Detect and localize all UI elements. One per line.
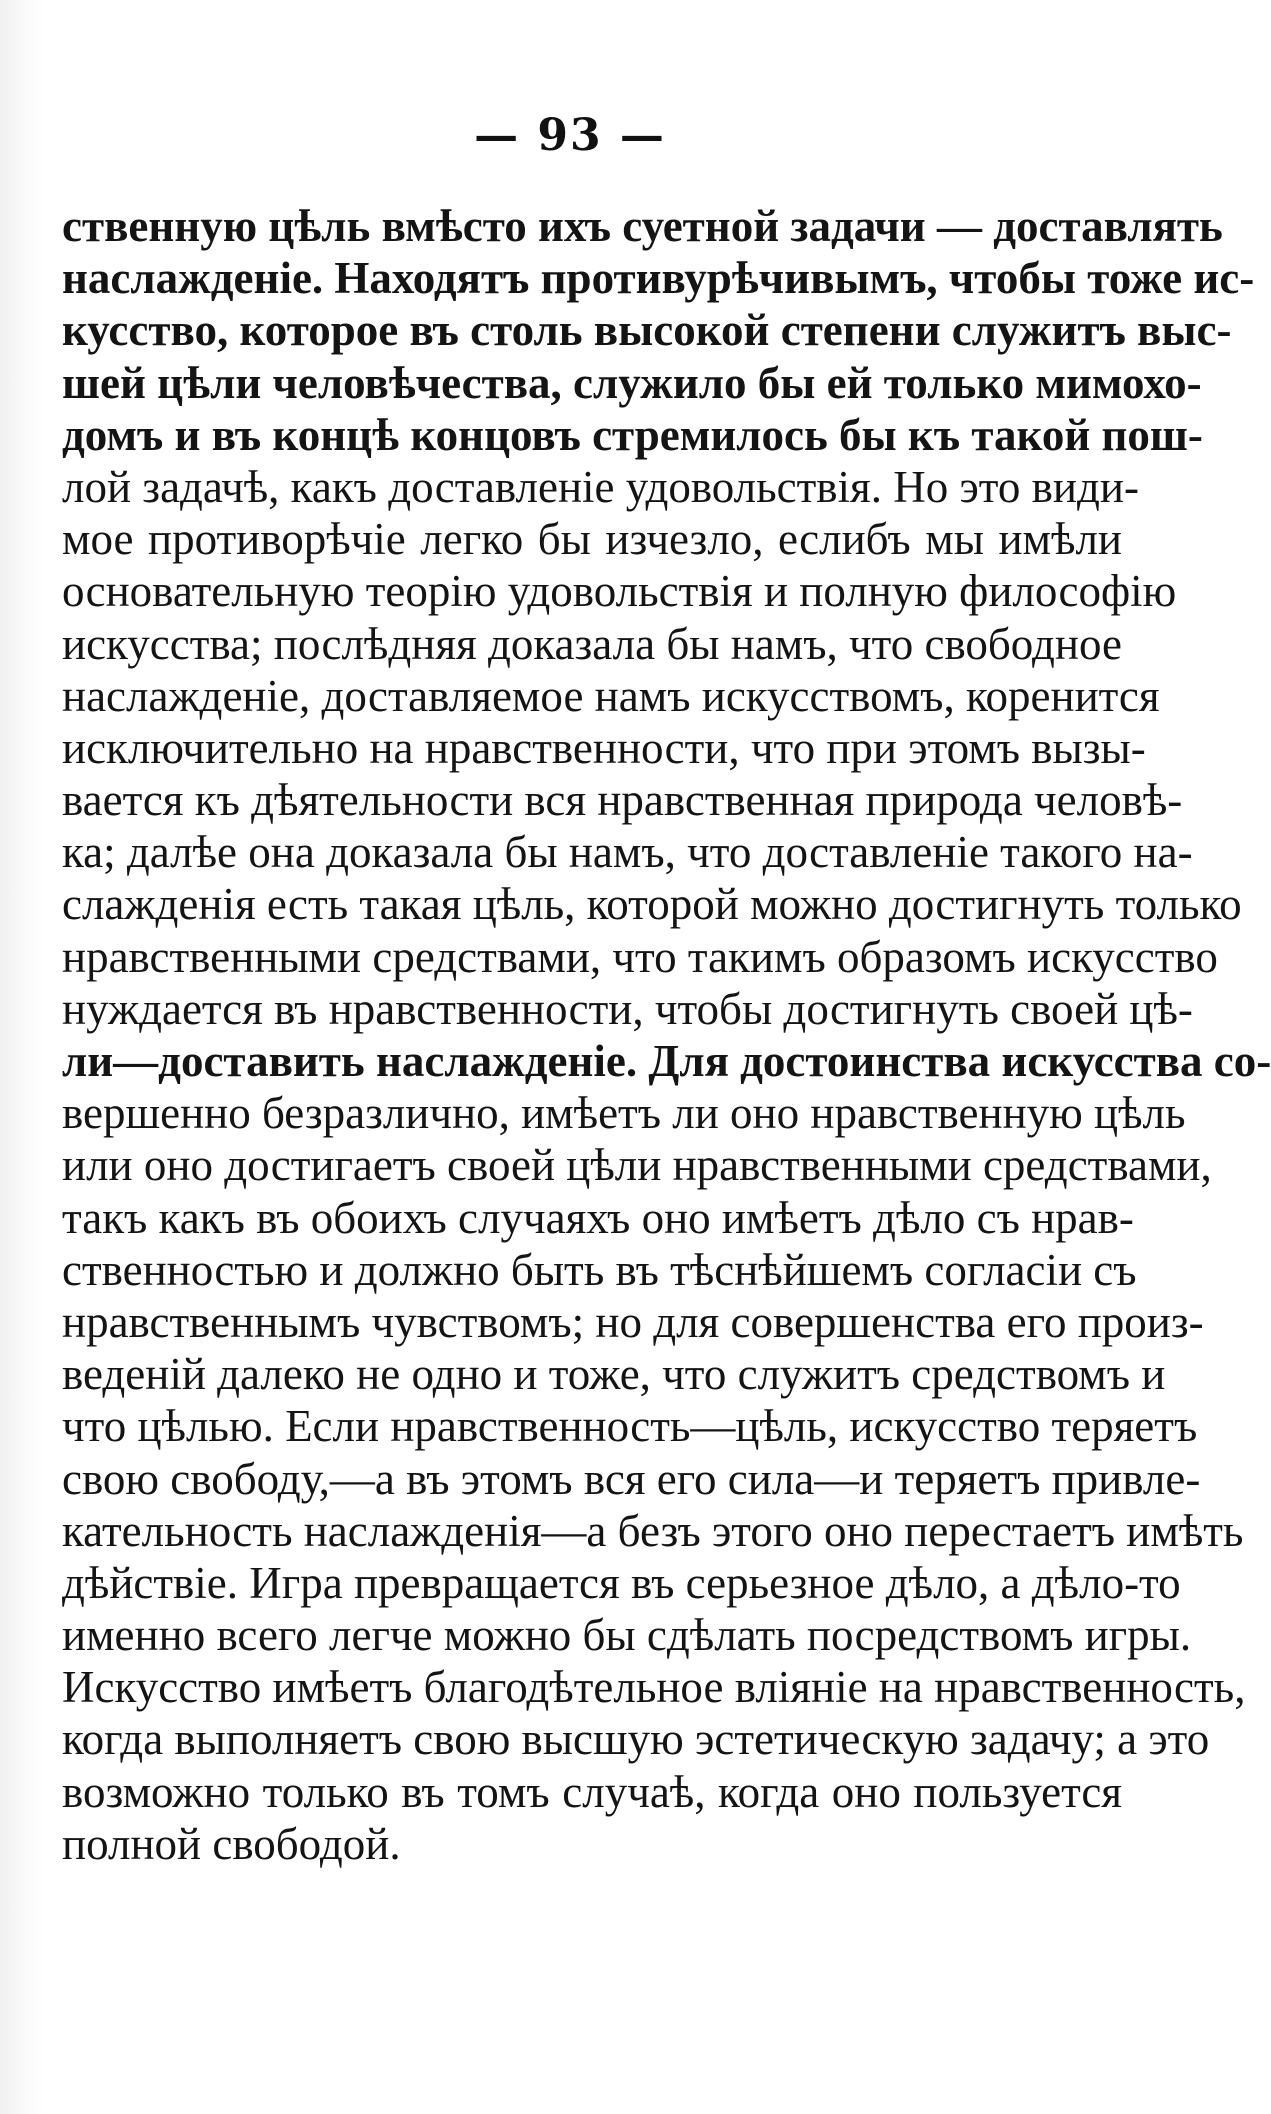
text-line: ственную цѣль вмѣсто ихъ суетной задачи — доставлять xyxy=(62,201,1223,251)
text-line: свою свободу,—а въ этомъ вся его сила—и теряетъ привле- xyxy=(62,1453,1201,1504)
text-line: домъ и въ концѣ концовъ стремилось бы къ такой пош- xyxy=(62,409,1203,460)
text-line: вается къ дѣятельности вся нравственная природа человѣ- xyxy=(62,775,1183,826)
body-text xyxy=(62,200,1271,1870)
text-line: искусства; послѣдняя доказала бы намъ, что свободное xyxy=(62,618,1122,669)
text-line: кусство, которое въ столь высокой степени служитъ выс- xyxy=(62,305,1232,356)
text-line: или оно достигаетъ своей цѣли нравственными средствами, xyxy=(62,1140,1212,1191)
text-line: Искусство имѣетъ благодѣтельное вліяніе на нравственность, xyxy=(62,1662,1246,1713)
text-line: полной свободой. xyxy=(62,1818,401,1869)
text-line: дѣйствіе. Игра превращается въ серьезное дѣло, а дѣло-то xyxy=(62,1557,1181,1608)
text-line: такъ какъ въ обоихъ случаяхъ оно имѣетъ дѣло съ нрав- xyxy=(62,1192,1134,1243)
text-line: шей цѣли человѣчества, служило бы ей только мимохо- xyxy=(62,357,1202,408)
text-line: когда выполняетъ свою высшую эстетическую задачу; а это xyxy=(62,1714,1210,1765)
page-number: — 93 — xyxy=(474,110,666,161)
text-line: ственностью и должно быть въ тѣснѣйшемъ согласіи съ xyxy=(62,1244,1137,1295)
text-line: нуждается въ нравственности, чтобы достигнуть своей цѣ- xyxy=(62,983,1193,1034)
text-line: веденій далеко не одно и тоже, что служитъ средствомъ и xyxy=(62,1349,1166,1400)
text-line: кательность наслажденія—а безъ этого оно перестаетъ имѣть xyxy=(62,1505,1244,1556)
text-line: возможно только въ томъ случаѣ, когда оно пользуется xyxy=(62,1766,1122,1817)
text-line: исключительно на нравственности, что при этомъ вызы- xyxy=(62,722,1146,773)
text-line: основательную теорію удовольствія и полную философію xyxy=(62,566,1177,617)
page-edge-shadow xyxy=(0,0,46,2114)
text-line: лой задачѣ, какъ доставленіе удовольствія. Но это види- xyxy=(62,461,1139,512)
text-line: наслажденіе. Находятъ противурѣчивымъ, чтобы тоже ис- xyxy=(62,253,1255,304)
text-line: что цѣлью. Если нравственность—цѣль, искусство теряетъ xyxy=(62,1401,1198,1452)
text-line: нравственными средствами, что такимъ образомъ искусство xyxy=(62,931,1218,982)
text-line: ка; далѣе она доказала бы намъ, что доставленіе такого на- xyxy=(62,827,1193,878)
text-line: слажденія есть такая цѣль, которой можно достигнуть только xyxy=(62,879,1242,930)
text-line: нравственнымъ чувствомъ; но для совершенства его произ- xyxy=(62,1296,1204,1347)
text-line: вершенно безразлично, имѣетъ ли оно нравственную цѣль xyxy=(62,1088,1186,1139)
text-line: мое противорѣчіе легко бы изчезло, еслибъ мы имѣли xyxy=(62,514,1122,565)
text-line: именно всего легче можно бы сдѣлать посредствомъ игры. xyxy=(62,1610,1192,1661)
text-line: ли—доставить наслажденіе. Для достоинства искусства со- xyxy=(62,1036,1271,1086)
text-line: наслажденіе, доставляемое намъ искусствомъ, коренится xyxy=(62,670,1160,721)
